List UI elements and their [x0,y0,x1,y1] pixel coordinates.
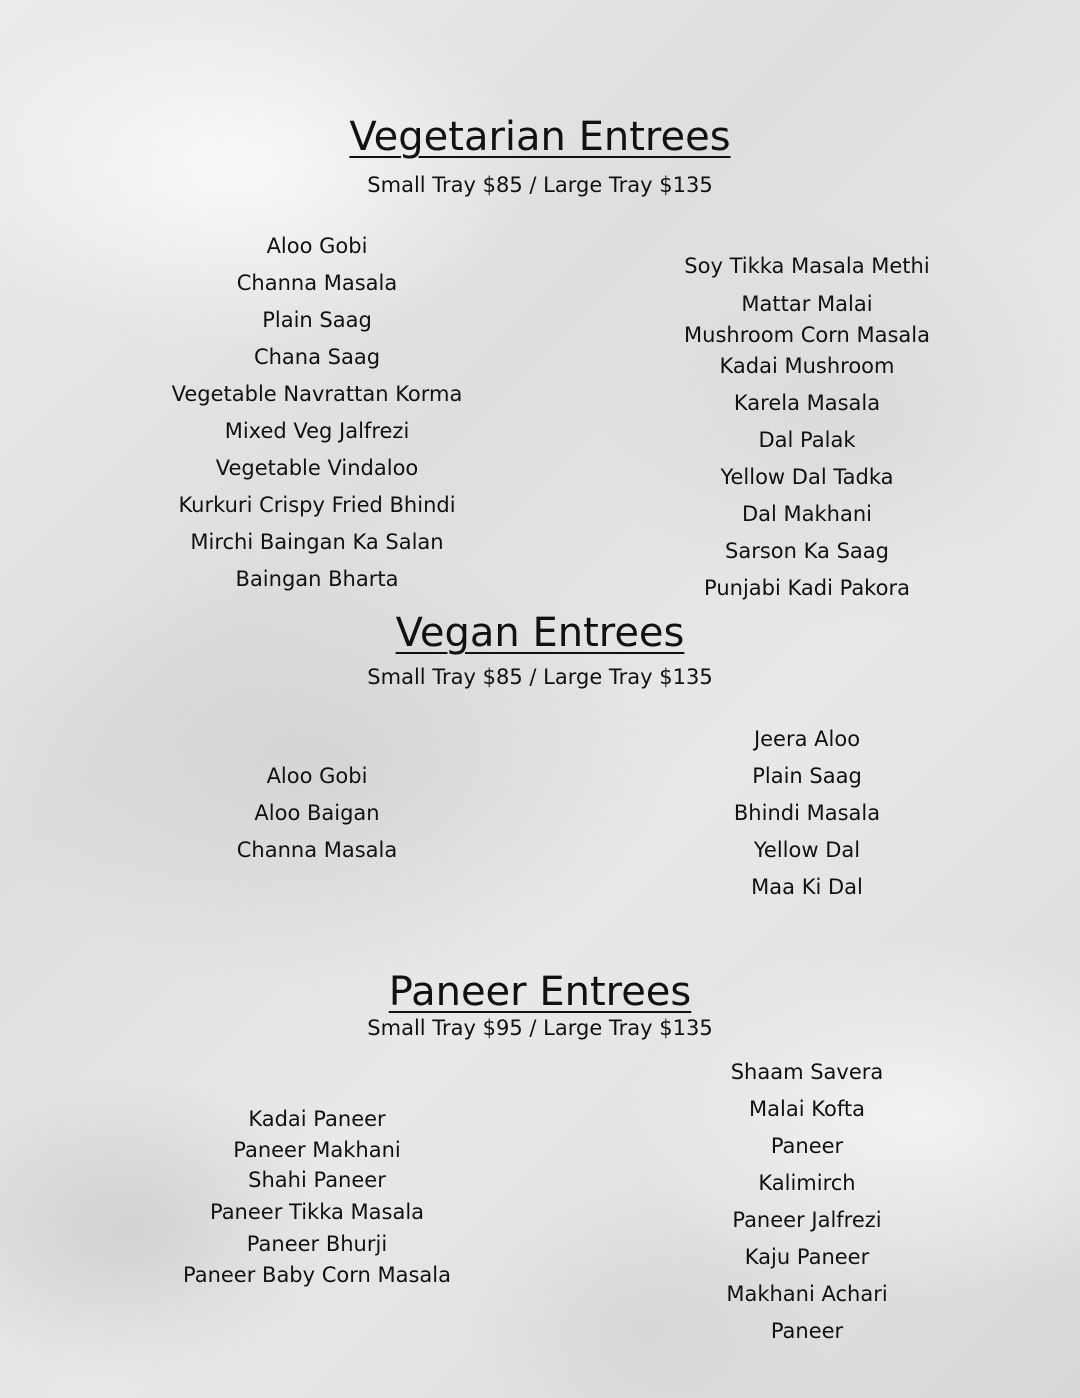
menu-item: Punjabi Kadi Pakora [704,576,910,600]
menu-item: Kurkuri Crispy Fried Bhindi [178,493,456,517]
menu-item: Sarson Ka Saag [725,539,889,563]
menu-item: Paneer Makhani [233,1138,401,1162]
menu-item: Yellow Dal [753,838,861,862]
menu-item: Kadai Mushroom [719,354,895,378]
menu-item: Makhani Achari [726,1282,888,1306]
menu-item: Paneer [770,1319,844,1343]
menu-item: Paneer Baby Corn Masala [182,1263,452,1287]
menu-item: Vegetable Vindaloo [215,456,419,480]
menu-item: Kalimirch [758,1171,856,1195]
menu-item: Paneer Jalfrezi [732,1208,882,1232]
menu-item: Mixed Veg Jalfrezi [224,419,410,443]
menu-item: Paneer Tikka Masala [209,1200,425,1224]
menu-item: Paneer [770,1134,844,1158]
menu-item: Chana Saag [253,345,381,369]
menu-item: Karela Masala [733,391,881,415]
section-title-vegetarian: Vegetarian Entrees [349,114,731,160]
section-title-paneer: Paneer Entrees [388,969,692,1015]
menu-item: Shahi Paneer [248,1168,386,1192]
menu-item: Dal Palak [758,428,856,452]
section-pricing-paneer: Small Tray $95 / Large Tray $135 [367,1016,713,1040]
menu-item: Jeera Aloo [753,727,861,751]
menu-item: Mirchi Baingan Ka Salan [190,530,444,554]
menu-item: Maa Ki Dal [751,875,863,899]
menu-item: Dal Makhani [741,502,873,526]
menu-item: Plain Saag [752,764,862,788]
menu-item: Mushroom Corn Masala [684,323,930,347]
menu-item: Kadai Paneer [248,1107,386,1131]
section-pricing-vegetarian: Small Tray $85 / Large Tray $135 [367,173,713,197]
section-pricing-vegan: Small Tray $85 / Large Tray $135 [367,665,713,689]
section-title-vegan: Vegan Entrees [395,610,685,656]
menu-item: Aloo Gobi [266,234,368,258]
menu-item: Aloo Gobi [266,764,368,788]
menu-item: Yellow Dal Tadka [720,465,894,489]
menu-item: Mattar Malai [741,292,873,316]
menu-item: Plain Saag [262,308,372,332]
menu-item: Bhindi Masala [733,801,881,825]
menu-item: Aloo Baigan [254,801,380,825]
menu-item: Channa Masala [236,271,398,295]
menu-item: Channa Masala [236,838,398,862]
menu-item: Paneer Bhurji [246,1232,388,1256]
menu-item: Baingan Bharta [235,567,399,591]
menu-item: Malai Kofta [749,1097,865,1121]
menu-item: Kaju Paneer [744,1245,870,1269]
menu-item: Vegetable Navrattan Korma [171,382,463,406]
menu-item: Shaam Savera [730,1060,884,1084]
menu-item: Soy Tikka Masala Methi [684,254,930,278]
